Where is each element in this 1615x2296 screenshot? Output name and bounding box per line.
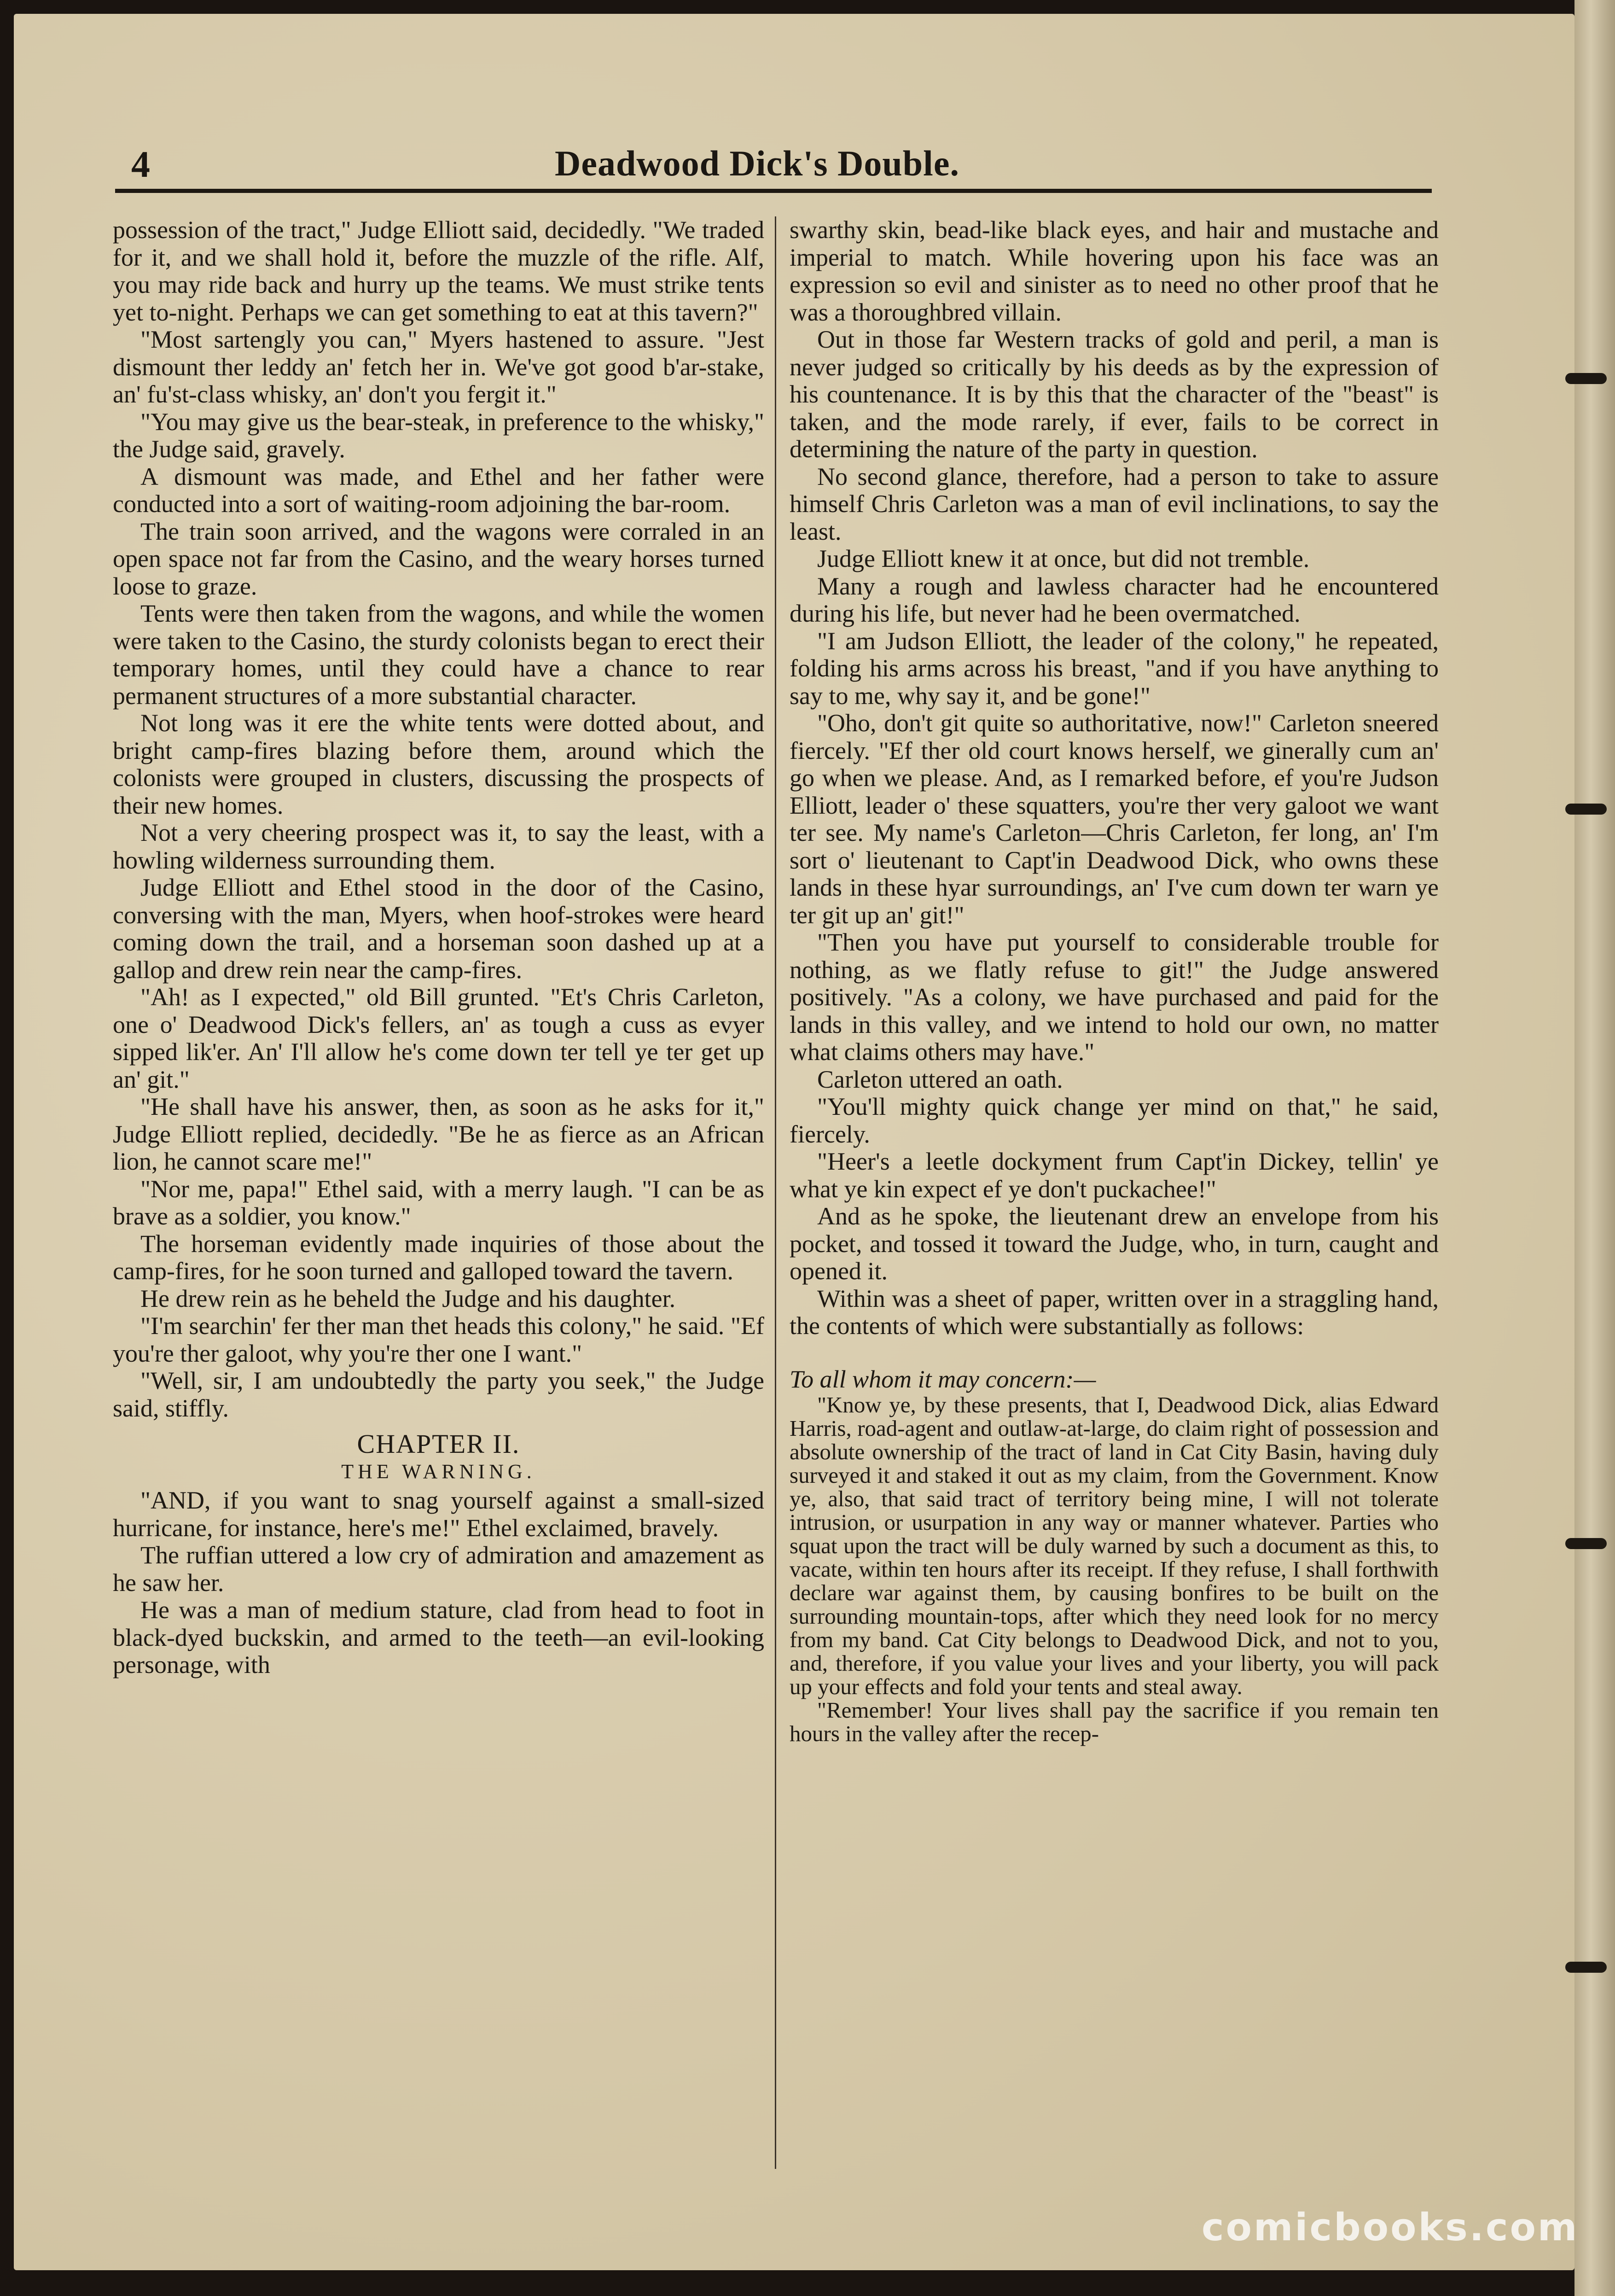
- paragraph: "Most sartengly you can," Myers hastened to assure. "Jest dismount ther leddy an' fetch her in. We've got good b'ar-stake, an' fu'st-class whisky, an' don't you fergit it.": [113, 326, 764, 408]
- paragraph: "Oho, don't git quite so authoritative, now!" Carleton sneered fiercely. "Ef ther old court knows herself, we ginerally cum an' go when we please. And, as I remarked before, ef you're Judson Elliott, leader o' these squatters, you're ther very galoot we want ter see. My name's Carleton—Chris Carleton, fer long, an' I'm sort o' lieutenant to Capt'in Deadwood Dick, who owns these lands in these hyar surroundings, an' I've cum down ter warn ye ter git up an' git!": [790, 709, 1439, 929]
- paragraph: "Then you have put yourself to considerable trouble for nothing, as we flatly refuse to git!" the Judge answered positively. "As a colony, we have purchased and paid for the lands in this valley, and we intend to hold our own, no matter what claims others may have.": [790, 928, 1439, 1066]
- paragraph: "You may give us the bear-steak, in preference to the whisky," the Judge said, gravely.: [113, 408, 764, 463]
- binding-stitch: [1565, 1538, 1607, 1549]
- paragraph: "Well, sir, I am undoubtedly the party you seek," the Judge said, stiffly.: [113, 1367, 764, 1422]
- paragraph: "Heer's a leetle dockyment frum Capt'in Dickey, tellin' ye what ye kin expect ef ye don't puckachee!": [790, 1148, 1439, 1203]
- left-column: [113, 216, 764, 1679]
- paragraph: "Nor me, papa!" Ethel said, with a merry laugh. "I can be as brave as a soldier, you know.": [113, 1175, 764, 1230]
- notice-paragraph: "Remember! Your lives shall pay the sacrifice if you remain ten hours in the valley after the recep-: [790, 1697, 1439, 1746]
- paragraph: No second glance, therefore, had a person to take to assure himself Chris Carleton was a man of evil inclinations, to say the least.: [790, 462, 1439, 545]
- chapter-subtitle: THE WARNING.: [341, 1460, 536, 1483]
- paragraph: "AND, if you want to snag yourself against a small-sized hurricane, for instance, here's me!" Ethel exclaimed, bravely.: [113, 1486, 764, 1542]
- notice-salutation: To all whom it may concern:—: [790, 1365, 1096, 1393]
- paragraph: Not a very cheering prospect was it, to say the least, with a howling wilderness surrounding them.: [113, 819, 764, 874]
- paragraph: He was a man of medium stature, clad from head to foot in black-dyed buckskin, and armed to the teeth—an evil-looking personage, with: [113, 1596, 764, 1678]
- notice-paragraph: "Know ye, by these presents, that I, Deadwood Dick, alias Edward Harris, road-agent and outlaw-at-large, do claim right of possession and absolute ownership of the tract of land in Cat City Basin, having duly surveyed it and staked it out as my claim, from the Government. Know ye, also, that said tract of territory being mine, I will not tolerate intrusion, or usurpation in any way or manner whatever. Parties who squat upon the tract will be duly warned by such a document as this, to vacate, within ten hours after its receipt. If they refuse, I shall forthwith declare war against them, by causing bonfires to be built on the surrounding mountain-tops, after which they need look for no mercy from my band. Cat City belongs to Deadwood Dick, and not to you, and, therefore, if you value your lives and your liberty, you will pack up your effects and fold your tents and steal away.: [790, 1392, 1439, 1699]
- paragraph: He drew rein as he beheld the Judge and his daughter.: [140, 1284, 676, 1312]
- paragraph: "I am Judson Elliott, the leader of the colony," he repeated, folding his arms across his breast, "and if you have anything to say to me, why say it, and be gone!": [790, 627, 1439, 710]
- paragraph: possession of the tract," Judge Elliott said, decidedly. "We traded for it, and we shall hold it, before the muzzle of the rifle. Alf, you may ride back and hurry up the teams. We must strike tents yet to-night. Perhaps we can get something to eat at this tavern?": [113, 216, 764, 326]
- paragraph: Not long was it ere the white tents were dotted about, and bright camp-fires blazing before them, around which the colonists were grouped in clusters, discussing the prospects of their new homes.: [113, 709, 764, 819]
- paragraph: Tents were then taken from the wagons, and while the women were taken to the Casino, the sturdy colonists began to erect their temporary homes, until they could have a chance to rear permanent structures of a more substantial character.: [113, 600, 764, 710]
- paragraph: Many a rough and lawless character had he encountered during his life, but never had he been overmatched.: [790, 572, 1439, 627]
- binding-stitch: [1565, 804, 1607, 815]
- paragraph: swarthy skin, bead-like black eyes, and hair and mustache and imperial to match. While hovering upon his face was an expression so evil and sinister as to need no other proof that he was a thoroughbred villain.: [790, 216, 1439, 326]
- paragraph: "Ah! as I expected," old Bill grunted. "Et's Chris Carleton, one o' Deadwood Dick's fellers, an' as tough a cuss as evyer sipped lik'er. An' I'll allow he's come down ter tell ye ter get up an' git.": [113, 983, 764, 1093]
- paragraph: The ruffian uttered a low cry of admiration and amazement as he saw her.: [113, 1541, 764, 1597]
- chapter-title: CHAPTER II.: [357, 1429, 520, 1459]
- paragraph: Within was a sheet of paper, written over in a straggling hand, the contents of which were substantially as follows:: [790, 1284, 1439, 1340]
- binding-stitch: [1565, 373, 1607, 384]
- site-watermark: comicbooks.com: [1202, 2206, 1579, 2249]
- right-column: [790, 216, 1439, 1745]
- paragraph: And as he spoke, the lieutenant drew an envelope from his pocket, and tossed it toward the Judge, who, in turn, caught and opened it.: [790, 1202, 1439, 1285]
- page-number: 4: [131, 143, 150, 185]
- binding-stitch: [1565, 1962, 1607, 1973]
- column-divider: [775, 216, 776, 2169]
- paragraph: Judge Elliott and Ethel stood in the door of the Casino, conversing with the man, Myers, when hoof-strokes were heard coming down the trail, and a horseman soon dashed up at a gallop and drew rein near the camp-fires.: [113, 874, 764, 984]
- paragraph: A dismount was made, and Ethel and her father were conducted into a sort of waiting-room adjoining the bar-room.: [113, 462, 764, 518]
- paragraph: Out in those far Western tracks of gold and peril, a man is never judged so critically by his deeds as by the expression of his countenance. It is by this that the character of the "beast" is taken, and the mode rarely, if ever, fails to be correct in determining the nature of the party in question.: [790, 326, 1439, 463]
- paragraph: The train soon arrived, and the wagons were corraled in an open space not far from the Casino, and the weary horses turned loose to graze.: [113, 517, 764, 600]
- running-title: Deadwood Dick's Double.: [555, 143, 959, 183]
- paragraph: "He shall have his answer, then, as soon as he asks for it," Judge Elliott replied, decidedly. "Be he as fierce as an African lion, he cannot scare me!": [113, 1093, 764, 1175]
- page-header: [113, 143, 1448, 193]
- binding-spine: [1574, 0, 1615, 2296]
- paragraph: The horseman evidently made inquiries of those about the camp-fires, for he soon turned and galloped toward the tavern.: [113, 1230, 764, 1285]
- header-rule: [115, 189, 1432, 193]
- paragraph: "I'm searchin' fer ther man thet heads this colony," he said. "Ef you're ther galoot, why you're ther one I want.": [113, 1312, 764, 1367]
- paragraph: "You'll mighty quick change yer mind on that," he said, fiercely.: [790, 1093, 1439, 1148]
- paragraph: Carleton uttered an oath.: [817, 1065, 1063, 1093]
- warning-notice: [790, 1366, 1439, 1746]
- paragraph: Judge Elliott knew it at once, but did not tremble.: [817, 545, 1310, 572]
